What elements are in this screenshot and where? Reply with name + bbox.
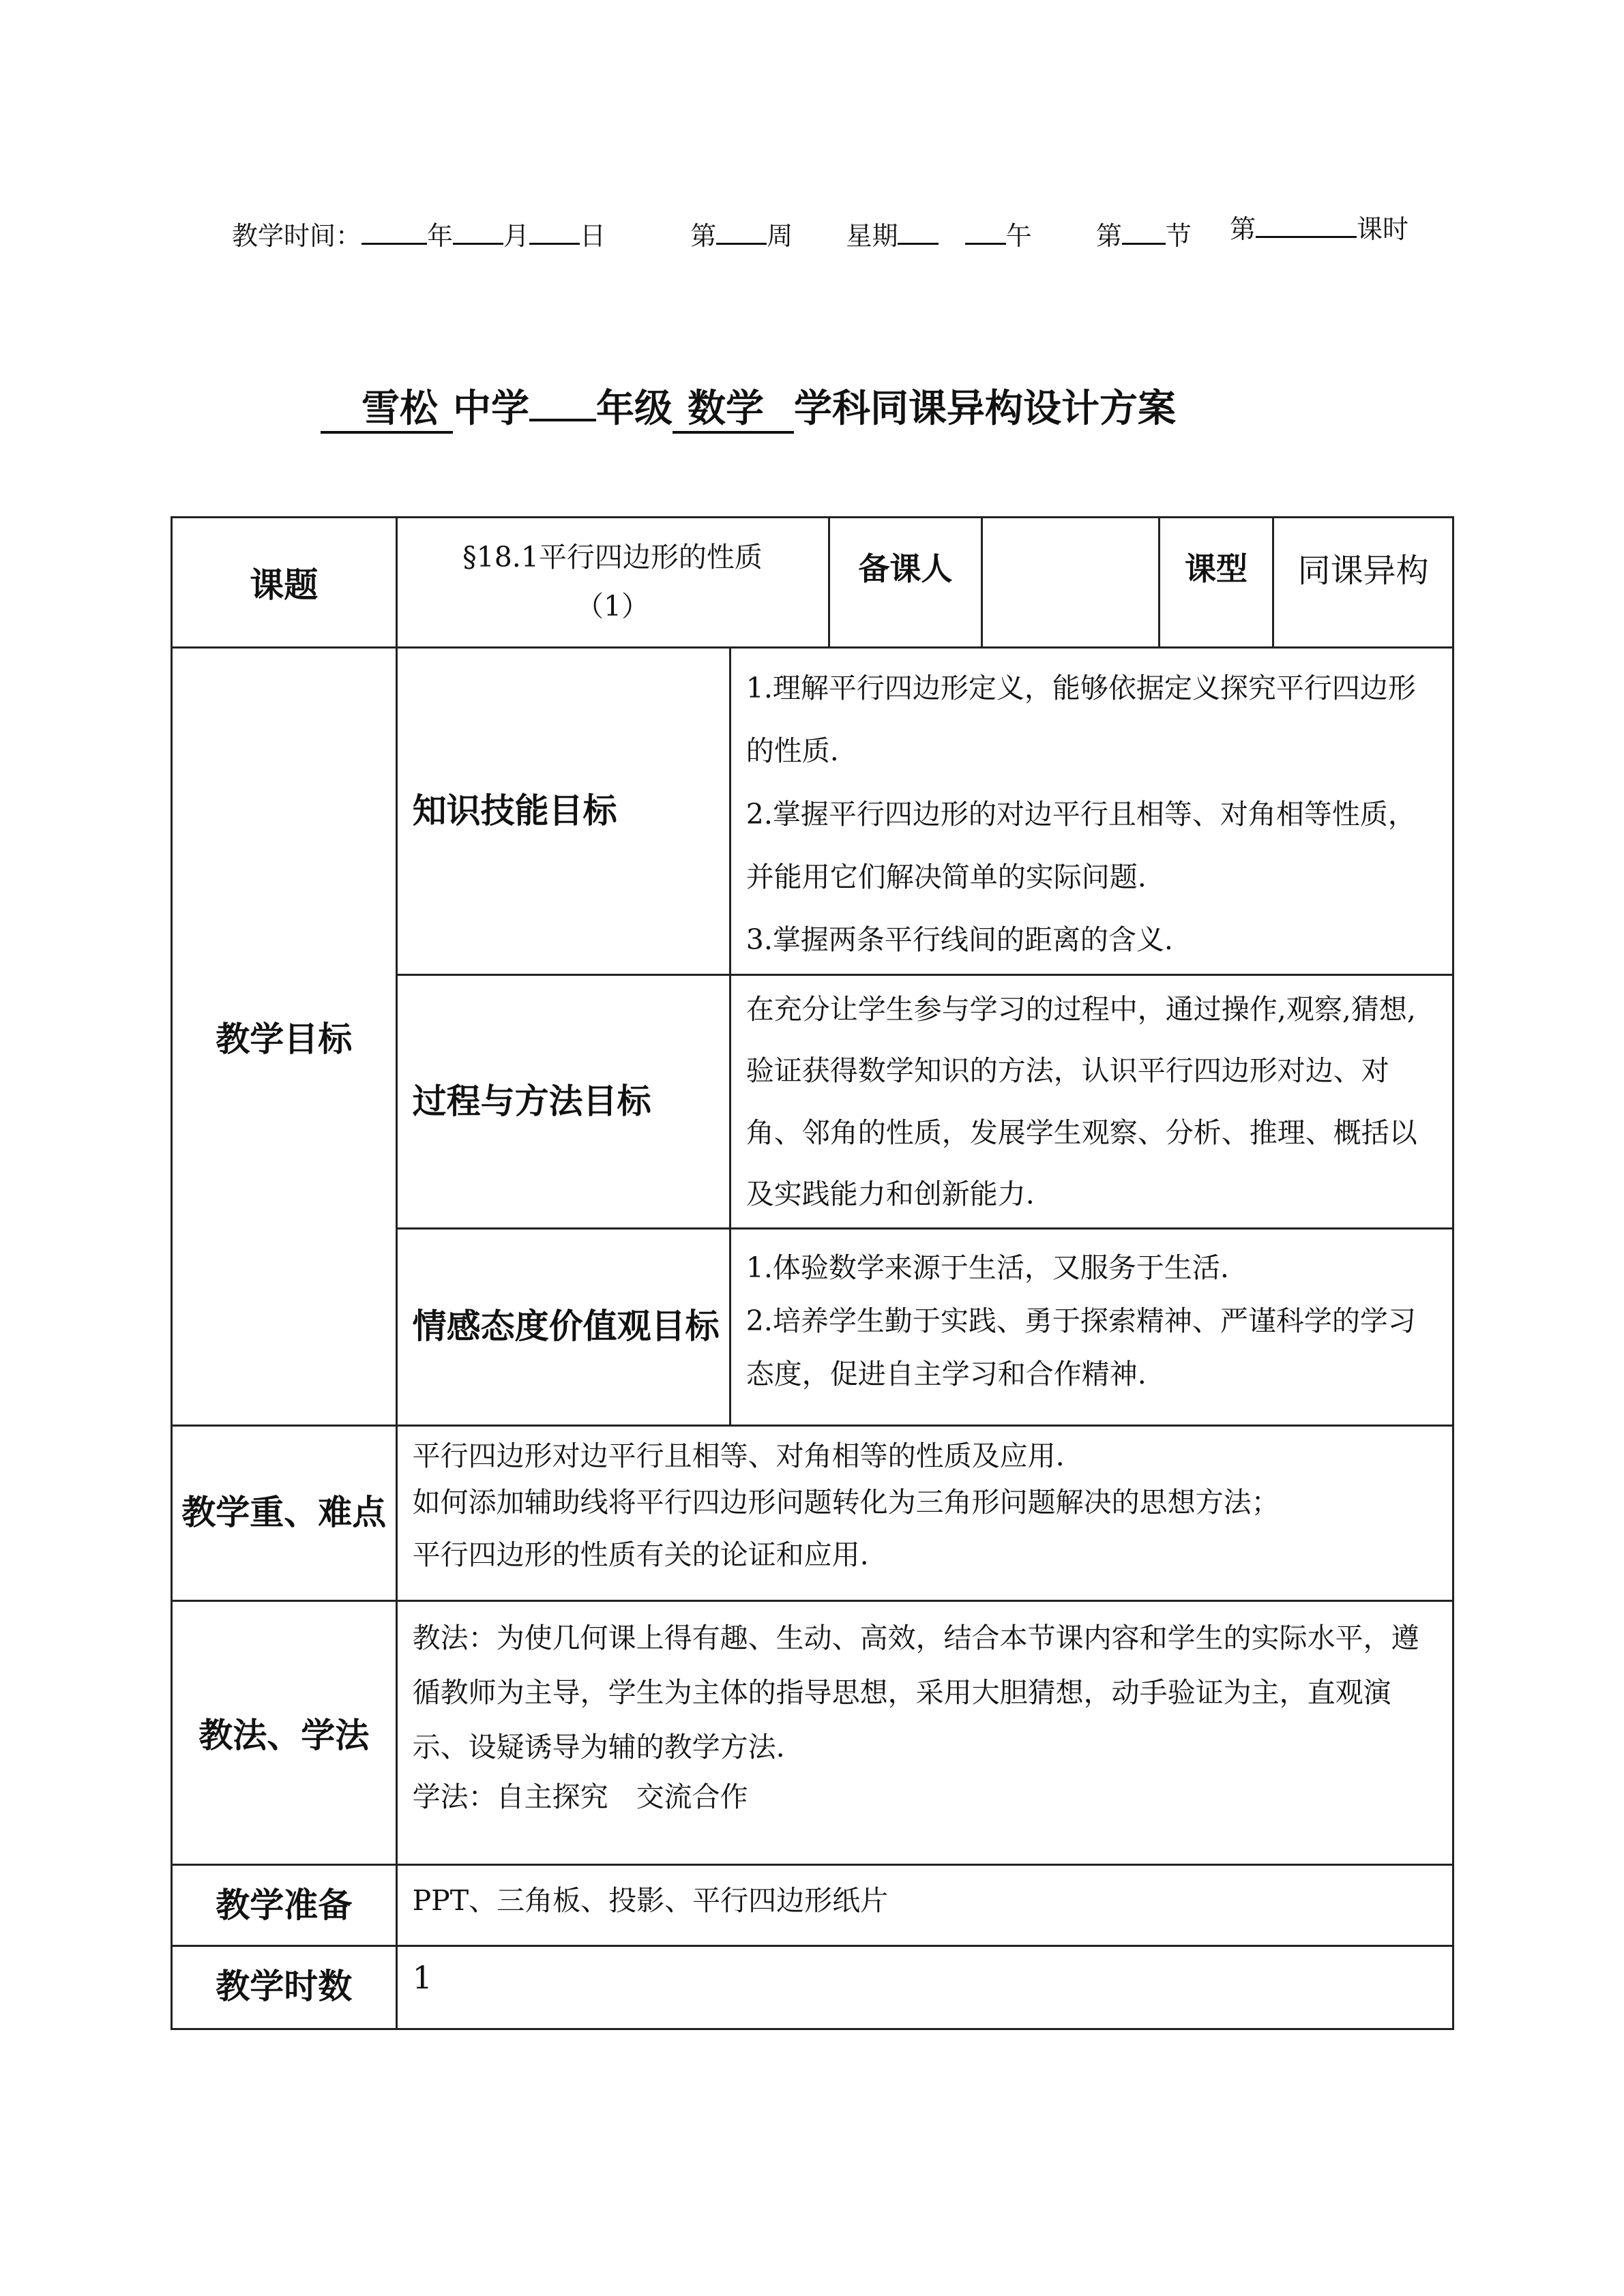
key-points-content [396, 1426, 1453, 1601]
period-blank[interactable] [1122, 220, 1166, 245]
grade-suffix: 年级 [596, 387, 673, 431]
knowledge-label: 知识技能目标 [396, 648, 730, 975]
emotion-item-1: 1.体验数学来源于生活，又服务于生活. [745, 1251, 1229, 1284]
week-prefix: 第 [690, 221, 717, 251]
process-label: 过程与方法目标 [396, 975, 730, 1229]
lesson-blank[interactable] [1256, 213, 1357, 238]
teaching-time-line [232, 215, 1192, 252]
methods-content [396, 1601, 1453, 1865]
process-content [730, 975, 1453, 1229]
lesson-plan-table [171, 516, 1454, 2030]
weekday-label: 星期 [846, 221, 898, 251]
methods-row [172, 1601, 1453, 1865]
methods-label: 教法、学法 [172, 1601, 397, 1865]
topic-row [172, 518, 1453, 648]
key-points-row [172, 1426, 1453, 1601]
month-blank[interactable] [453, 220, 503, 245]
teaching-method: 教法：为使几何课上得有趣、生动、高效，结合本节课内容和学生的实际水平，遵循教师为主导，学生为主体的指导思想，采用大胆猜想，动手验证为主，直观演示、设疑诱导为辅的教学方法. [412, 1622, 1419, 1763]
emotion-item-2: 2.培养学生勤于实践、勇于探索精神、严谨科学的学习态度，促进自主学习和合作精神. [745, 1304, 1416, 1390]
noon-label: 午 [1005, 221, 1032, 251]
week-blank[interactable] [716, 220, 767, 245]
topic-sub: （1） [576, 590, 650, 623]
period-label: 节 [1165, 221, 1192, 251]
school-suffix: 中学 [453, 387, 529, 431]
key-points-label: 教学重、难点 [172, 1426, 397, 1601]
year-blank[interactable] [361, 220, 427, 245]
title-rest: 学科同课异构设计方案 [794, 387, 1176, 431]
learning-method: 学法：自主探究 交流合作 [412, 1780, 748, 1813]
school-name: 雪松 [321, 387, 453, 434]
emotion-content [730, 1229, 1453, 1426]
period-prefix: 第 [1095, 221, 1122, 251]
hours-label: 教学时数 [172, 1946, 397, 2029]
topic-label: 课题 [172, 518, 397, 648]
knowledge-item-2: 2.掌握平行四边形的对边平行且相等、对角相等性质，并能用它们解决简单的实际问题. [745, 797, 1416, 893]
day-label: 日 [580, 221, 606, 251]
key-point-3: 平行四边形的性质有关的论证和应用. [412, 1538, 869, 1572]
page-title [321, 378, 1176, 433]
preparation-value: PPT、三角板、投影、平行四边形纸片 [396, 1865, 1453, 1946]
year-label: 年 [427, 221, 454, 251]
week-label: 周 [767, 221, 793, 251]
lesson-label: 课时 [1357, 214, 1409, 244]
objectives-label: 教学目标 [172, 648, 397, 1426]
subject-name: 数学 [673, 387, 794, 434]
noon-blank[interactable] [965, 220, 1006, 245]
topic-value: §18.1平行四边形的性质 [462, 541, 763, 574]
key-point-1: 平行四边形对边平行且相等、对角相等的性质及应用. [412, 1440, 1065, 1472]
process-text: 在充分让学生参与学习的过程中，通过操作,观察,猜想,验证获得数学知识的方法，认识平行四边形对边、对角、邻角的性质，发展学生观察、分析、推理、概括以及实践能力和创新能力. [745, 993, 1417, 1210]
topic-cell [396, 518, 829, 648]
lesson-slot [1230, 208, 1408, 245]
weekday-blank[interactable] [898, 220, 939, 245]
teaching-time-label: 教学时间： [232, 221, 362, 251]
knowledge-row [172, 648, 1453, 975]
lesson-prefix: 第 [1230, 214, 1256, 244]
key-point-2: 如何添加辅助线将平行四边形问题转化为三角形问题解决的思想方法； [412, 1485, 1280, 1519]
emotion-label: 情感态度价值观目标 [396, 1229, 730, 1426]
grade-blank[interactable] [529, 381, 596, 421]
type-value: 同课异构 [1273, 518, 1453, 648]
preparation-label: 教学准备 [172, 1865, 397, 1946]
day-blank[interactable] [529, 220, 580, 245]
knowledge-item-1: 1.理解平行四边形定义，能够依据定义探究平行四边形的性质. [745, 672, 1416, 768]
hours-value: 1 [396, 1946, 1453, 2029]
knowledge-content [730, 648, 1453, 975]
preparer-label: 备课人 [829, 518, 982, 648]
knowledge-item-3: 3.掌握两条平行线间的距离的含义. [745, 923, 1173, 956]
preparation-row [172, 1865, 1453, 1946]
month-label: 月 [503, 221, 530, 251]
preparer-value[interactable] [982, 518, 1159, 648]
type-label: 课型 [1159, 518, 1273, 648]
hours-row [172, 1946, 1453, 2029]
